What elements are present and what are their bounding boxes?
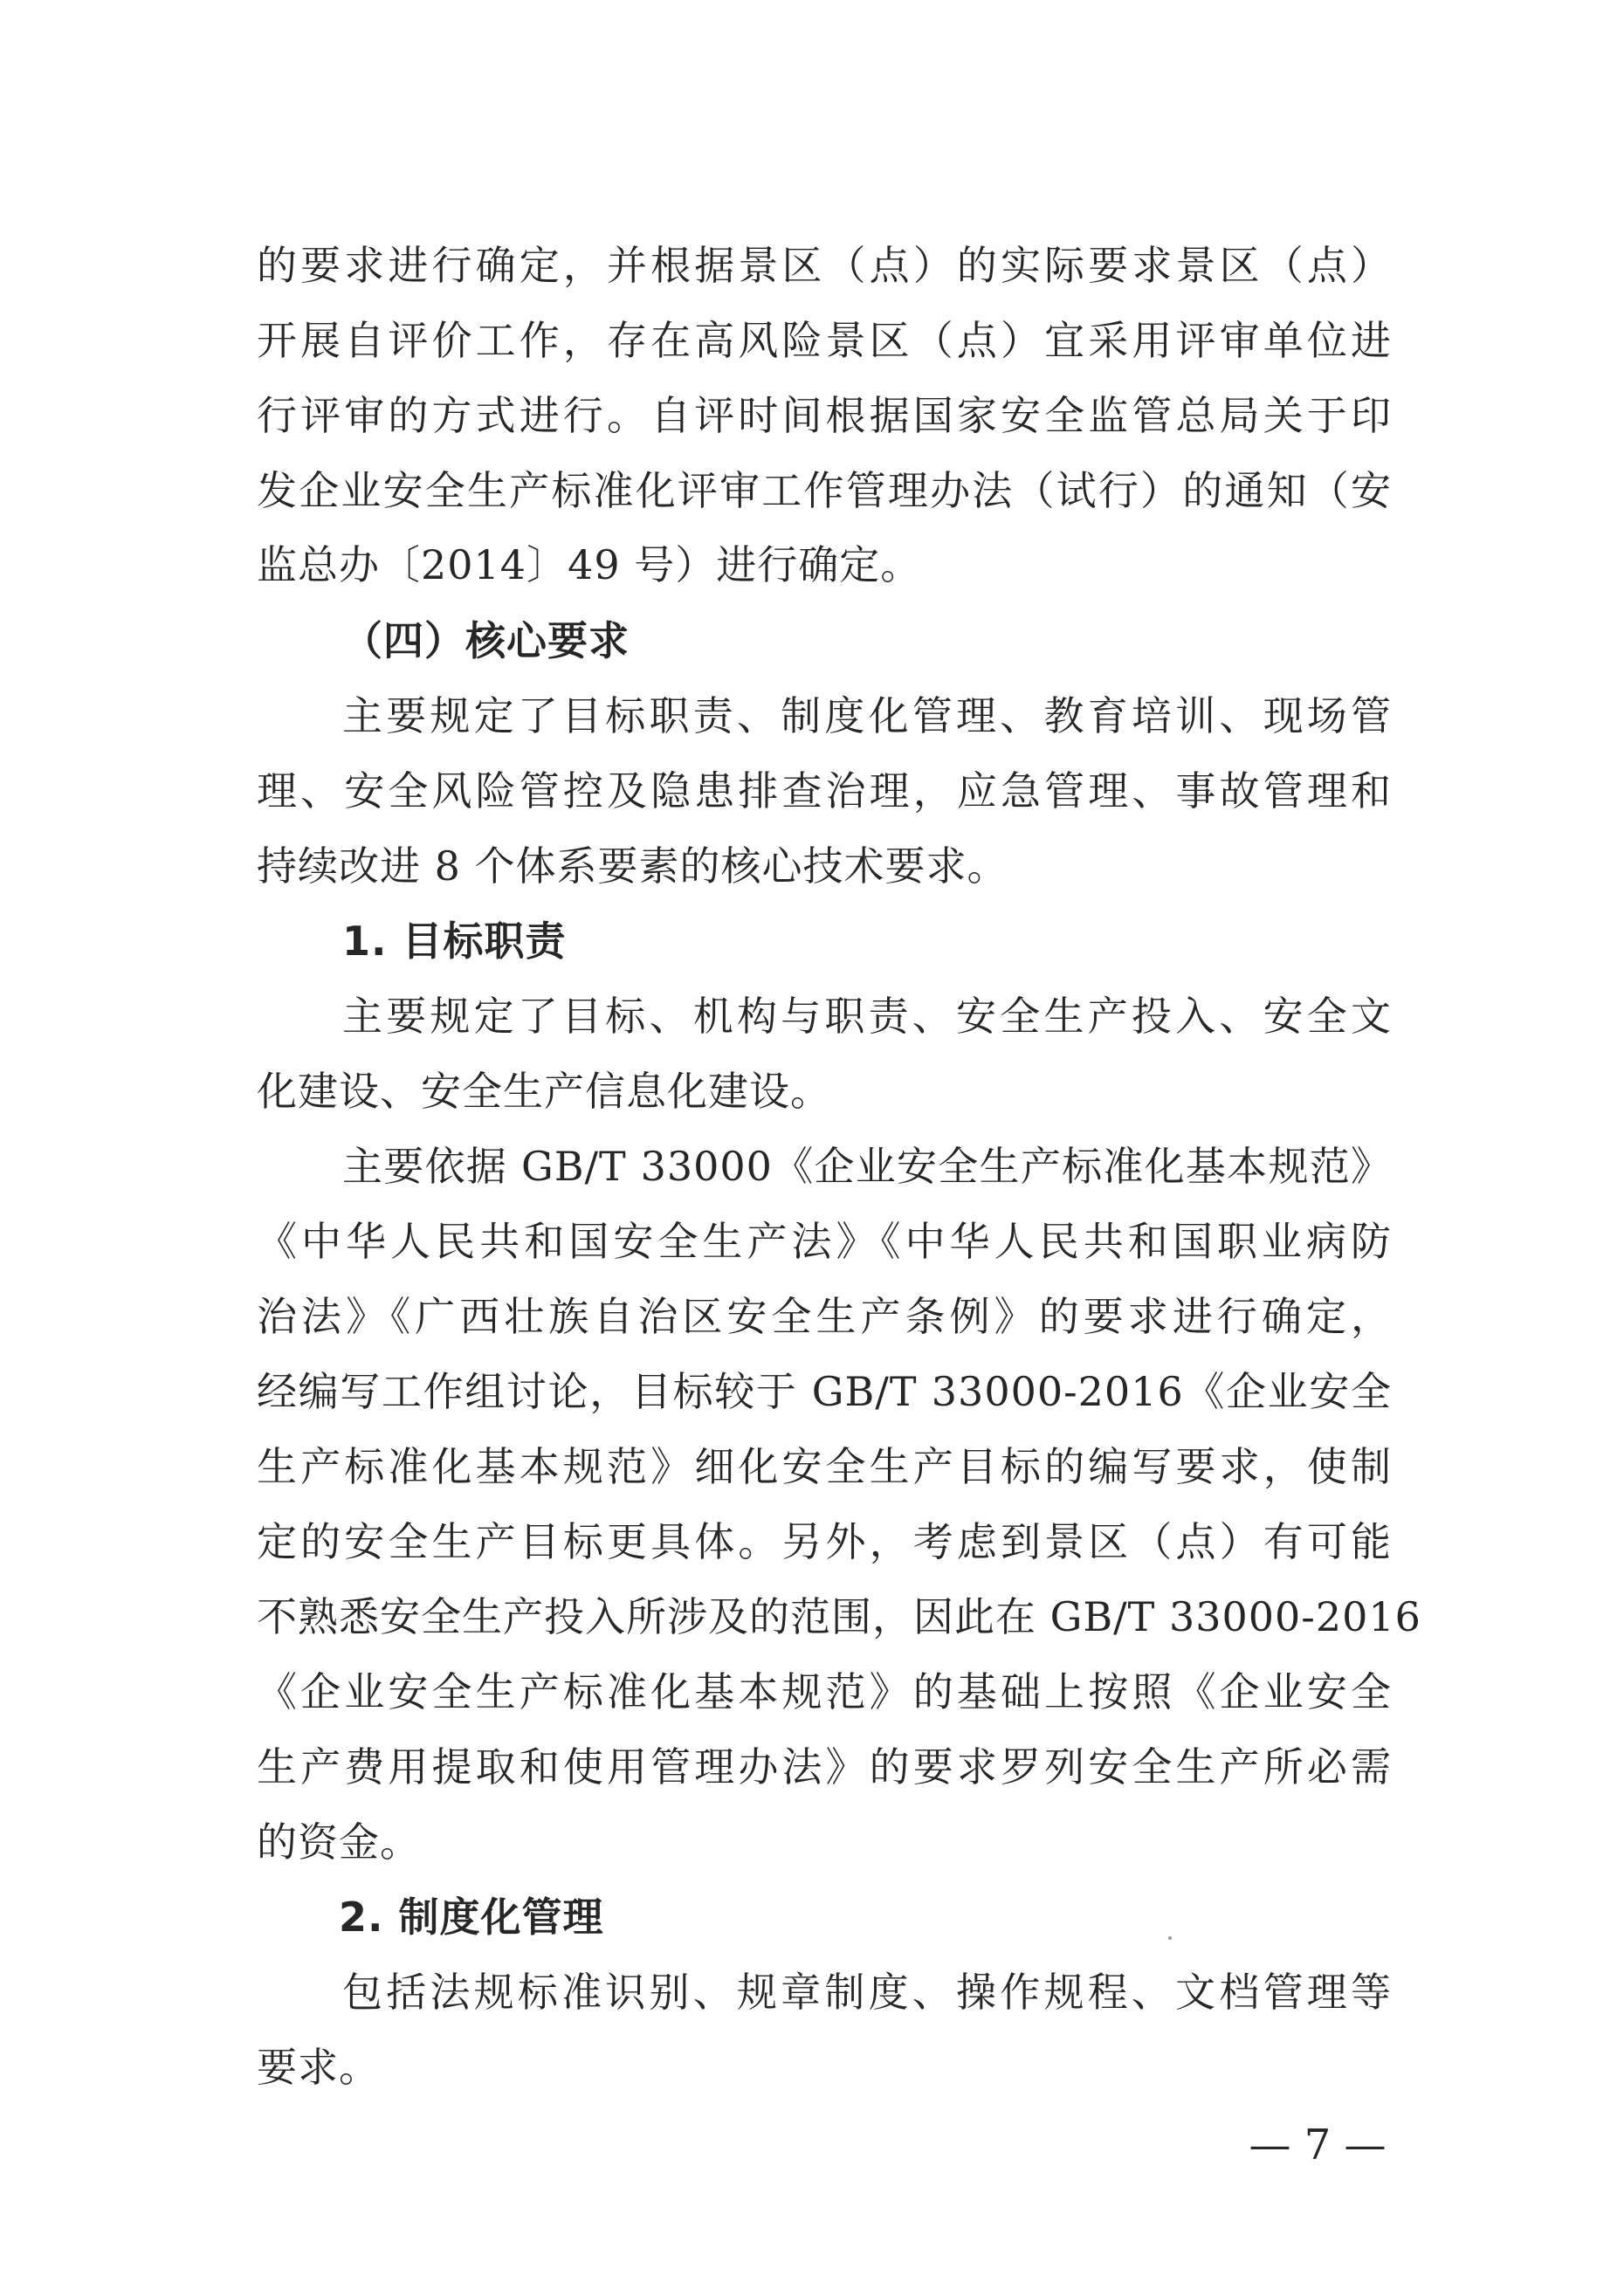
subsection-heading: 1. 目标职责 xyxy=(342,918,567,965)
body-text-line: 包括法规标准识别、规章制度、操作规程、文档管理等 xyxy=(342,1969,1392,2016)
body-text-line: 定的安全生产目标更具体。另外，考虑到景区（点）有可能 xyxy=(257,1518,1392,1565)
body-text-line: 生产标准化基本规范》细化安全生产目标的编写要求，使制 xyxy=(257,1443,1392,1490)
subsection-heading: 2. 制度化管理 xyxy=(339,1894,604,1941)
body-text-line: 治法》《广西壮族自治区安全生产条例》的要求进行确定， xyxy=(257,1293,1392,1340)
body-text-line: 经编写工作组讨论，目标较于 GB/T 33000-2016《企业安全 xyxy=(257,1368,1392,1415)
body-text-line: 不熟悉安全生产投入所涉及的范围，因此在 GB/T 33000-2016 xyxy=(257,1593,1421,1640)
body-text-line: 持续改进 8 个体系要素的核心技术要求。 xyxy=(257,842,1008,890)
section-heading: （四）核心要求 xyxy=(342,617,630,664)
page-number: — 7 — xyxy=(1249,2121,1387,2169)
body-text-line: 监总办〔2014〕49 号）进行确定。 xyxy=(257,541,922,588)
body-text-line: 化建设、安全生产信息化建设。 xyxy=(257,1068,831,1115)
body-text-line: 《企业安全生产标准化基本规范》的基础上按照《企业安全 xyxy=(257,1668,1392,1715)
body-text-line: 生产费用提取和使用管理办法》的要求罗列安全生产所必需 xyxy=(257,1743,1392,1791)
scan-speck xyxy=(1168,1936,1172,1940)
body-text-line: 《中华人民共和国安全生产法》《中华人民共和国职业病防 xyxy=(257,1218,1392,1265)
body-text-line: 要求。 xyxy=(257,2044,380,2091)
body-text-line: 的要求进行确定，并根据景区（点）的实际要求景区（点） xyxy=(257,242,1392,289)
body-text-line: 理、安全风险管控及隐患排查治理，应急管理、事故管理和 xyxy=(257,767,1392,815)
body-text-line: 行评审的方式进行。自评时间根据国家安全监管总局关于印 xyxy=(257,392,1392,439)
body-text-line: 主要规定了目标职责、制度化管理、教育培训、现场管 xyxy=(342,692,1392,739)
body-text-line: 主要依据 GB/T 33000《企业安全生产标准化基本规范》 xyxy=(342,1143,1392,1190)
body-text-line: 主要规定了目标、机构与职责、安全生产投入、安全文 xyxy=(342,993,1392,1040)
body-text-line: 的资金。 xyxy=(257,1818,421,1866)
body-text-line: 发企业安全生产标准化评审工作管理办法（试行）的通知（安 xyxy=(257,467,1392,514)
body-text-line: 开展自评价工作，存在高风险景区（点）宜采用评审单位进 xyxy=(257,317,1392,364)
